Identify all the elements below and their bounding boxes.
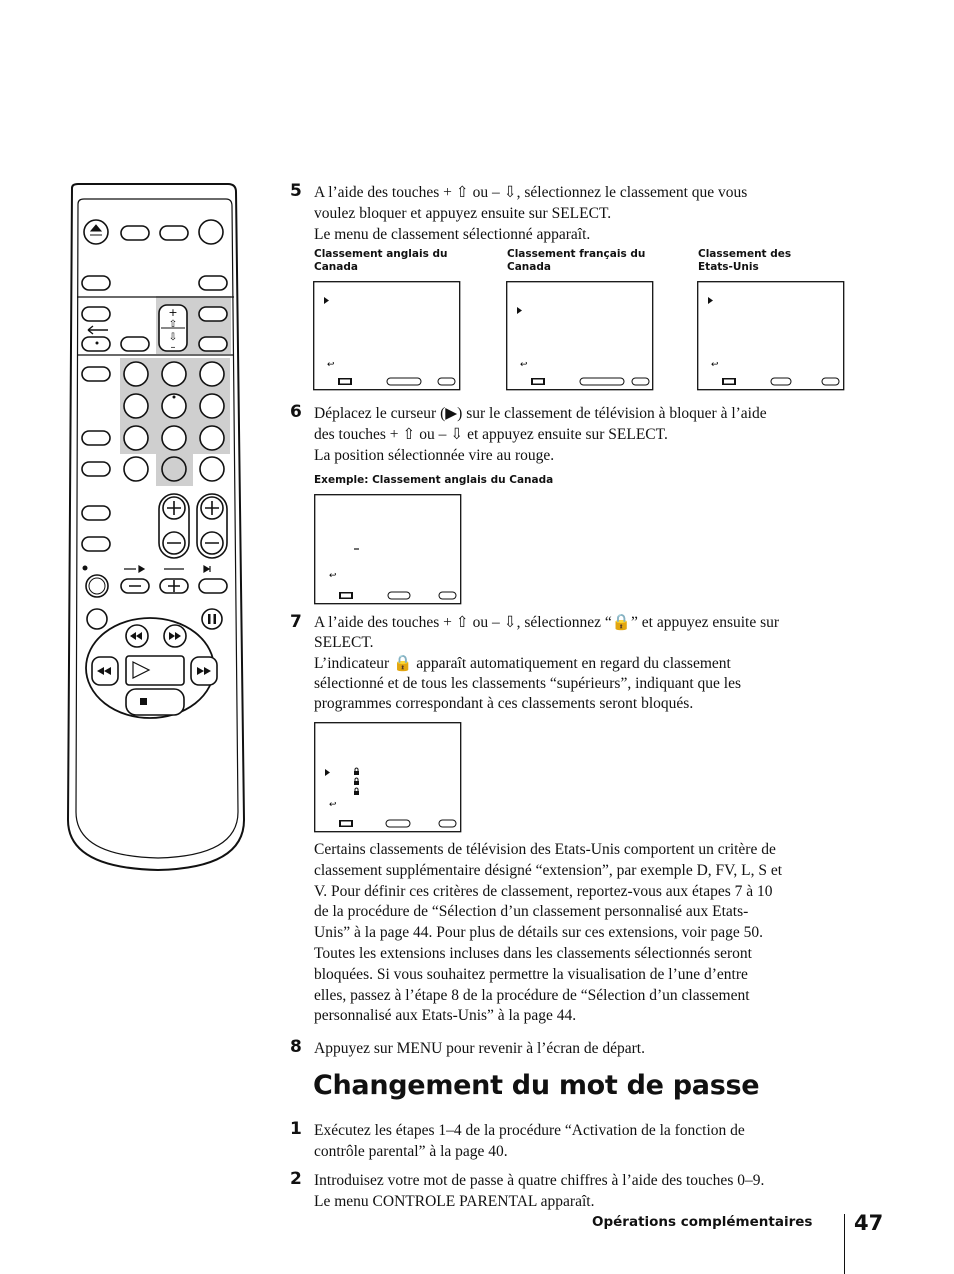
- screen-caption: Classement français du Canada: [507, 248, 646, 273]
- step-number: 5: [290, 181, 302, 201]
- note-paragraph: Certains classements de télévision des Etats-Unis comportent un critère de classement supplémentaire désigné “extension”, par exemple D, FV, L, S et V. Pour définir ces critères de classement, reportez-vous aux étapes 7 à 10 de la procédure de “Sélection d’un classement personnalisé aux Etats- Unis” à la page 44. Pour plus de détails sur ces extensions, voir page 50. Toutes les extensions incluses dans les classements sélectionnés seront bloquées. Si vous souhaitez permettre la visualisation de l’une d’entre elles, passez à l’étape 8 de la procédure de “Sélection d’un classement personnalisé aux Etats-Unis” à la page 44.: [314, 841, 783, 1025]
- step-number: 2: [290, 1169, 302, 1189]
- svg-text:↩: ↩: [329, 571, 337, 581]
- footer-section-name: Opérations complémentaires: [592, 1214, 813, 1230]
- svg-text:↩: ↩: [520, 360, 528, 370]
- page-number: 47: [854, 1211, 884, 1235]
- svg-text:↩: ↩: [711, 360, 719, 370]
- footer-divider: [844, 1214, 845, 1274]
- tv-screen-thumbnail: [506, 281, 654, 391]
- step-number: 7: [290, 612, 302, 632]
- step-number: 8: [290, 1037, 302, 1057]
- remote-control-illustration: [60, 180, 255, 875]
- step-number: 1: [290, 1119, 302, 1139]
- svg-text:+: +: [168, 306, 178, 319]
- svg-text:↩: ↩: [327, 360, 335, 370]
- svg-text:⇧: ⇧: [168, 319, 178, 330]
- section-title: Changement du mot de passe: [313, 1070, 760, 1101]
- section-step-1-text: Exécutez les étapes 1–4 de la procédure “Activation de la fonction de contrôle parental” à la page 40.: [314, 1122, 745, 1160]
- screen-caption: Exemple: Classement anglais du Canada: [314, 474, 554, 486]
- step-5-text: A l’aide des touches + ⇧ ou – ⇩, sélectionnez le classement que vous voulez bloquer et appuyez ensuite sur SELECT. Le menu de classement sélectionné apparaît.: [314, 184, 748, 243]
- step-6-text: Déplacez le curseur (▶) sur le classement de télévision à bloquer à l’aide des touches + ⇧ ou – ⇩ et appuyez ensuite sur SELECT. La position sélectionnée vire au rouge.: [314, 405, 767, 464]
- tv-screen-thumbnail: [314, 722, 462, 833]
- step-number: 6: [290, 402, 302, 422]
- svg-text:–: –: [170, 342, 176, 353]
- screen-caption: Classement des Etats-Unis: [698, 248, 792, 273]
- tv-screen-thumbnail: [314, 494, 462, 605]
- step-7-text: A l’aide des touches + ⇧ ou – ⇩, sélectionnez “🔒” et appuyez ensuite sur SELECT. L’indicateur 🔒 apparaît automatiquement en regard du classement sélectionné et de tous les classements “supérieurs”, indiquant que les programmes correspondant à ces classements seront bloqués.: [314, 614, 780, 713]
- svg-text:⇩: ⇩: [168, 332, 178, 343]
- tv-screen-thumbnail: [313, 281, 461, 391]
- step-8-text: Appuyez sur MENU pour revenir à l’écran de départ.: [314, 1040, 645, 1057]
- screen-caption: Classement anglais du Canada: [314, 248, 448, 273]
- svg-text:↩: ↩: [329, 800, 337, 810]
- section-step-2-text: Introduisez votre mot de passe à quatre chiffres à l’aide des touches 0–9. Le menu CONTROLE PARENTAL apparaît.: [314, 1172, 765, 1210]
- tv-screen-thumbnail: [697, 281, 845, 391]
